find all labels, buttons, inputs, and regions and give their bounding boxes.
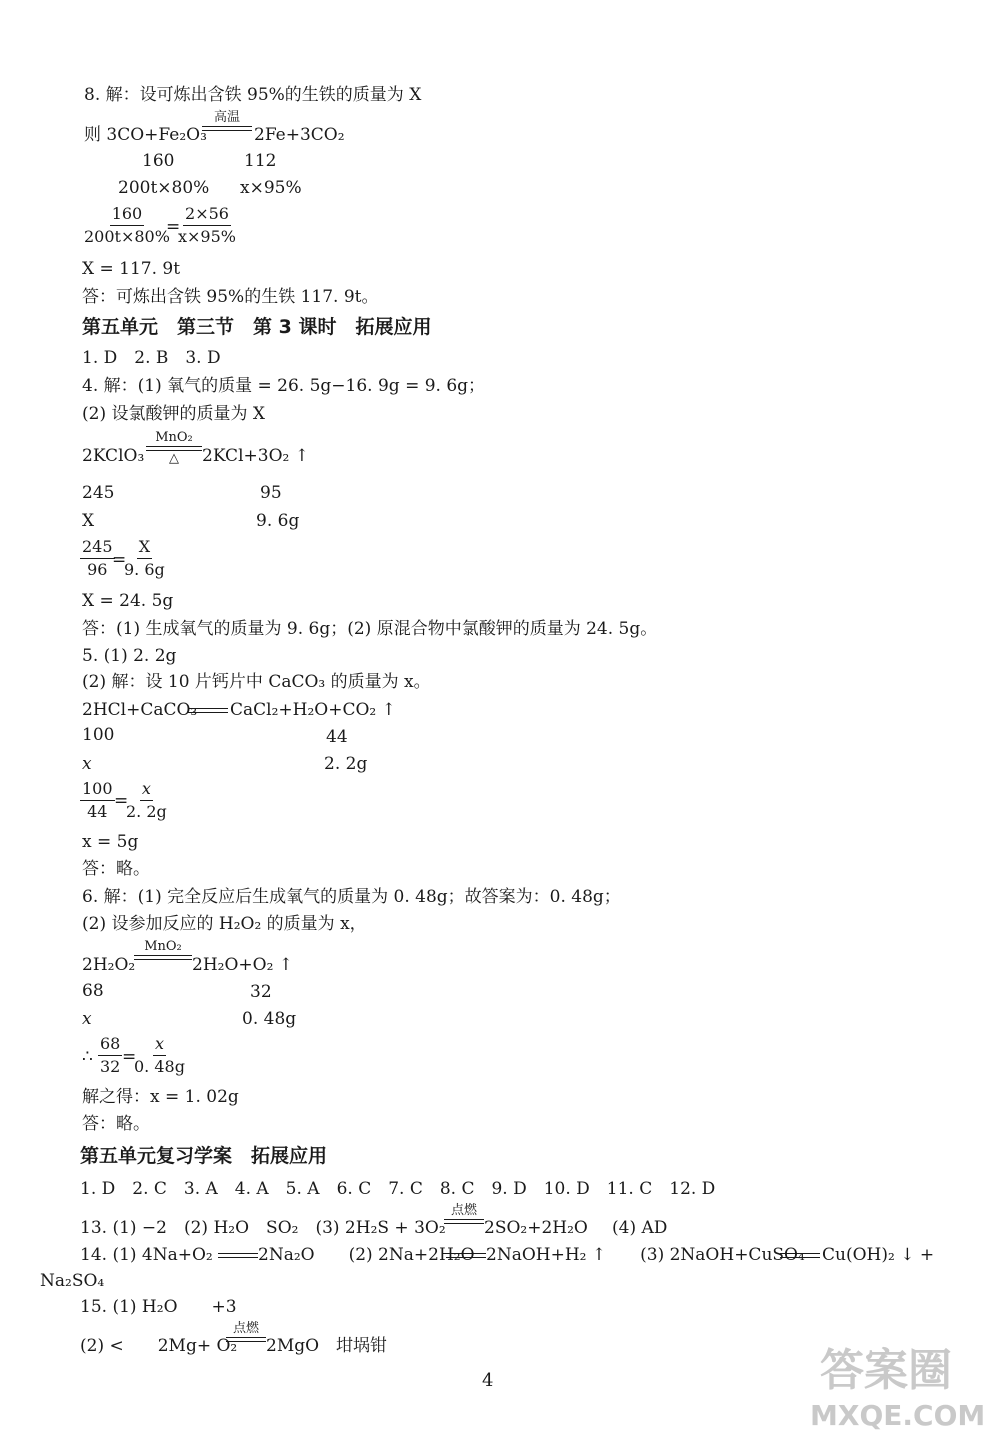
q6-eq-sign: [134, 940, 192, 960]
q6-line1: 6. 解：(1) 完全反应后生成氧气的质量为 0. 48g；故答案为：0. 48g；: [82, 887, 621, 907]
q6-fraction-left: $\frac{68}{32}$: [100, 1034, 121, 1076]
watermark-logo: 答案圈: [820, 1345, 952, 1396]
q6-eq-right: 2H₂O+O₂ ↑: [192, 955, 294, 975]
q6-mass2: 32: [250, 982, 272, 1002]
q6-mass1: 68: [82, 981, 104, 1001]
q6-eq-left: 2H₂O₂: [82, 955, 136, 975]
therefore-symbol: ∴: [82, 1047, 93, 1067]
watermark-site: MXQE.COM: [810, 1399, 986, 1432]
q8-fraction-right: $\frac{2\times 56}{x\times 95\%}$: [178, 204, 236, 246]
q13-part-a: 13. (1) −2 (2) H₂O SO₂ (3) 2H₂S + 3O₂: [80, 1218, 446, 1238]
q8-known2: x×95%: [240, 178, 302, 198]
q5-known2: 2. 2g: [324, 754, 368, 774]
q6-line2: (2) 设参加反应的 H₂O₂ 的质量为 x，: [82, 914, 367, 934]
review-mc-answers: 1. D 2. C 3. A 4. A 5. A 6. C 7. C 8. C 9. D 10. D 11. C 12. D: [80, 1179, 716, 1199]
q8-eq-sign: [202, 111, 252, 131]
q15-eq-sign: [226, 1322, 266, 1342]
q14-part-d: Cu(OH)₂ ↓ +: [822, 1245, 935, 1265]
q14-eq-sign-1: [218, 1253, 258, 1258]
q15-part-1: 15. (1) H₂O +3: [80, 1297, 237, 1317]
mc-answers-1-3: 1. D 2. B 3. D: [82, 348, 221, 368]
q5-mass1: 100: [82, 725, 115, 745]
q8-eq-condition: 高温: [213, 110, 240, 125]
q5-eq-right: CaCl₂+H₂O+CO₂ ↑: [230, 700, 396, 720]
q4-answer: 答：(1) 生成氧气的质量为 9. 6g；(2) 原混合物中氯酸钾的质量为 24. 5g。: [82, 619, 658, 639]
q4-line1: 4. 解：(1) 氧气的质量 = 26. 5g−16. 9g = 9. 6g；: [82, 376, 486, 396]
q8-mass1: 160: [142, 151, 175, 171]
q13-condition: 点燃: [450, 1203, 477, 1218]
q14-part-b: 2Na₂O (2) 2Na+2H₂O: [258, 1245, 475, 1265]
q14-part-a: 14. (1) 4Na+O₂: [80, 1245, 213, 1265]
q6-catalyst: MnO₂: [144, 939, 182, 954]
q15-part-b: 2MgO 坩埚钳: [266, 1336, 388, 1356]
q8-result: X = 117. 9t: [82, 259, 181, 279]
q5-fraction-right: $\frac{x}{2. 2g}$: [126, 779, 167, 821]
q15-part-a: (2) < 2Mg+ O₂: [80, 1336, 238, 1356]
q5-mass2: 44: [326, 727, 348, 747]
q4-heat: △: [169, 451, 179, 466]
q6-fraction-right: $\frac{x}{0. 48g}$: [134, 1034, 185, 1076]
q8-fraction-left: $\frac{160}{200t\times 80\%}$: [84, 204, 170, 246]
q5-eq-sign: [188, 708, 228, 713]
q13-part-c: (4) AD: [612, 1218, 668, 1238]
q8-mass2: 112: [244, 151, 277, 171]
q4-catalyst: MnO₂: [155, 430, 193, 445]
q14-part-c: 2NaOH+H₂ ↑ (3) 2NaOH+CuSO₄: [486, 1245, 805, 1265]
q4-known1: X: [82, 511, 95, 531]
q5-answer: 答：略。: [82, 859, 150, 879]
q4-eq-right: 2KCl+3O₂ ↑: [202, 446, 309, 466]
q6-result: 解之得：x = 1. 02g: [82, 1087, 239, 1107]
q15-condition: 点燃: [232, 1321, 259, 1336]
q13-eq-sign: [444, 1204, 484, 1224]
q4-mass1: 245: [82, 483, 115, 503]
q6-known2: 0. 48g: [242, 1009, 297, 1029]
q5-line2: (2) 解：设 10 片钙片中 CaCO₃ 的质量为 x。: [82, 672, 431, 692]
section-heading: 第五单元 第三节 第 3 课时 拓展应用: [82, 316, 432, 338]
q4-fraction-right: $\frac{X}{9. 6g}$: [124, 537, 165, 579]
q4-eq-left: 2KClO₃: [82, 446, 145, 466]
q8-line1: 8. 解：设可炼出含铁 95%的生铁的质量为 X: [84, 85, 422, 105]
q5-known1: x: [82, 754, 92, 774]
q5-fraction-left: $\frac{100}{44}$: [82, 779, 113, 821]
q8-known1: 200t×80%: [118, 178, 210, 198]
q8-eq-right: 2Fe+3CO₂: [254, 125, 345, 145]
q14-part-e: Na₂SO₄: [40, 1271, 105, 1291]
q8-answer: 答：可炼出含铁 95%的生铁 117. 9t。: [82, 287, 379, 307]
q4-eq-sign: [146, 431, 202, 466]
q6-known1: x: [82, 1009, 92, 1029]
q5-eq-left: 2HCl+CaCO₃: [82, 700, 198, 720]
q5-result: x = 5g: [82, 832, 139, 852]
q4-known2: 9. 6g: [256, 511, 300, 531]
q4-mass2: 95: [260, 483, 282, 503]
q4-fraction-left: $\frac{245}{96}$: [82, 537, 113, 579]
q6-answer: 答：略。: [82, 1114, 150, 1134]
q5-line1: 5. (1) 2. 2g: [82, 646, 177, 666]
q13-part-b: 2SO₂+2H₂O: [484, 1218, 588, 1238]
q4-result: X = 24. 5g: [82, 591, 174, 611]
section-heading-review: 第五单元复习学案 拓展应用: [80, 1145, 328, 1167]
page-number: 4: [482, 1370, 494, 1391]
q14-eq-sign-3: [780, 1253, 820, 1258]
q4-line2: (2) 设氯酸钾的质量为 X: [82, 404, 265, 424]
q8-eq-left: 则 3CO+Fe₂O₃: [84, 125, 207, 145]
q14-eq-sign-2: [446, 1253, 486, 1258]
